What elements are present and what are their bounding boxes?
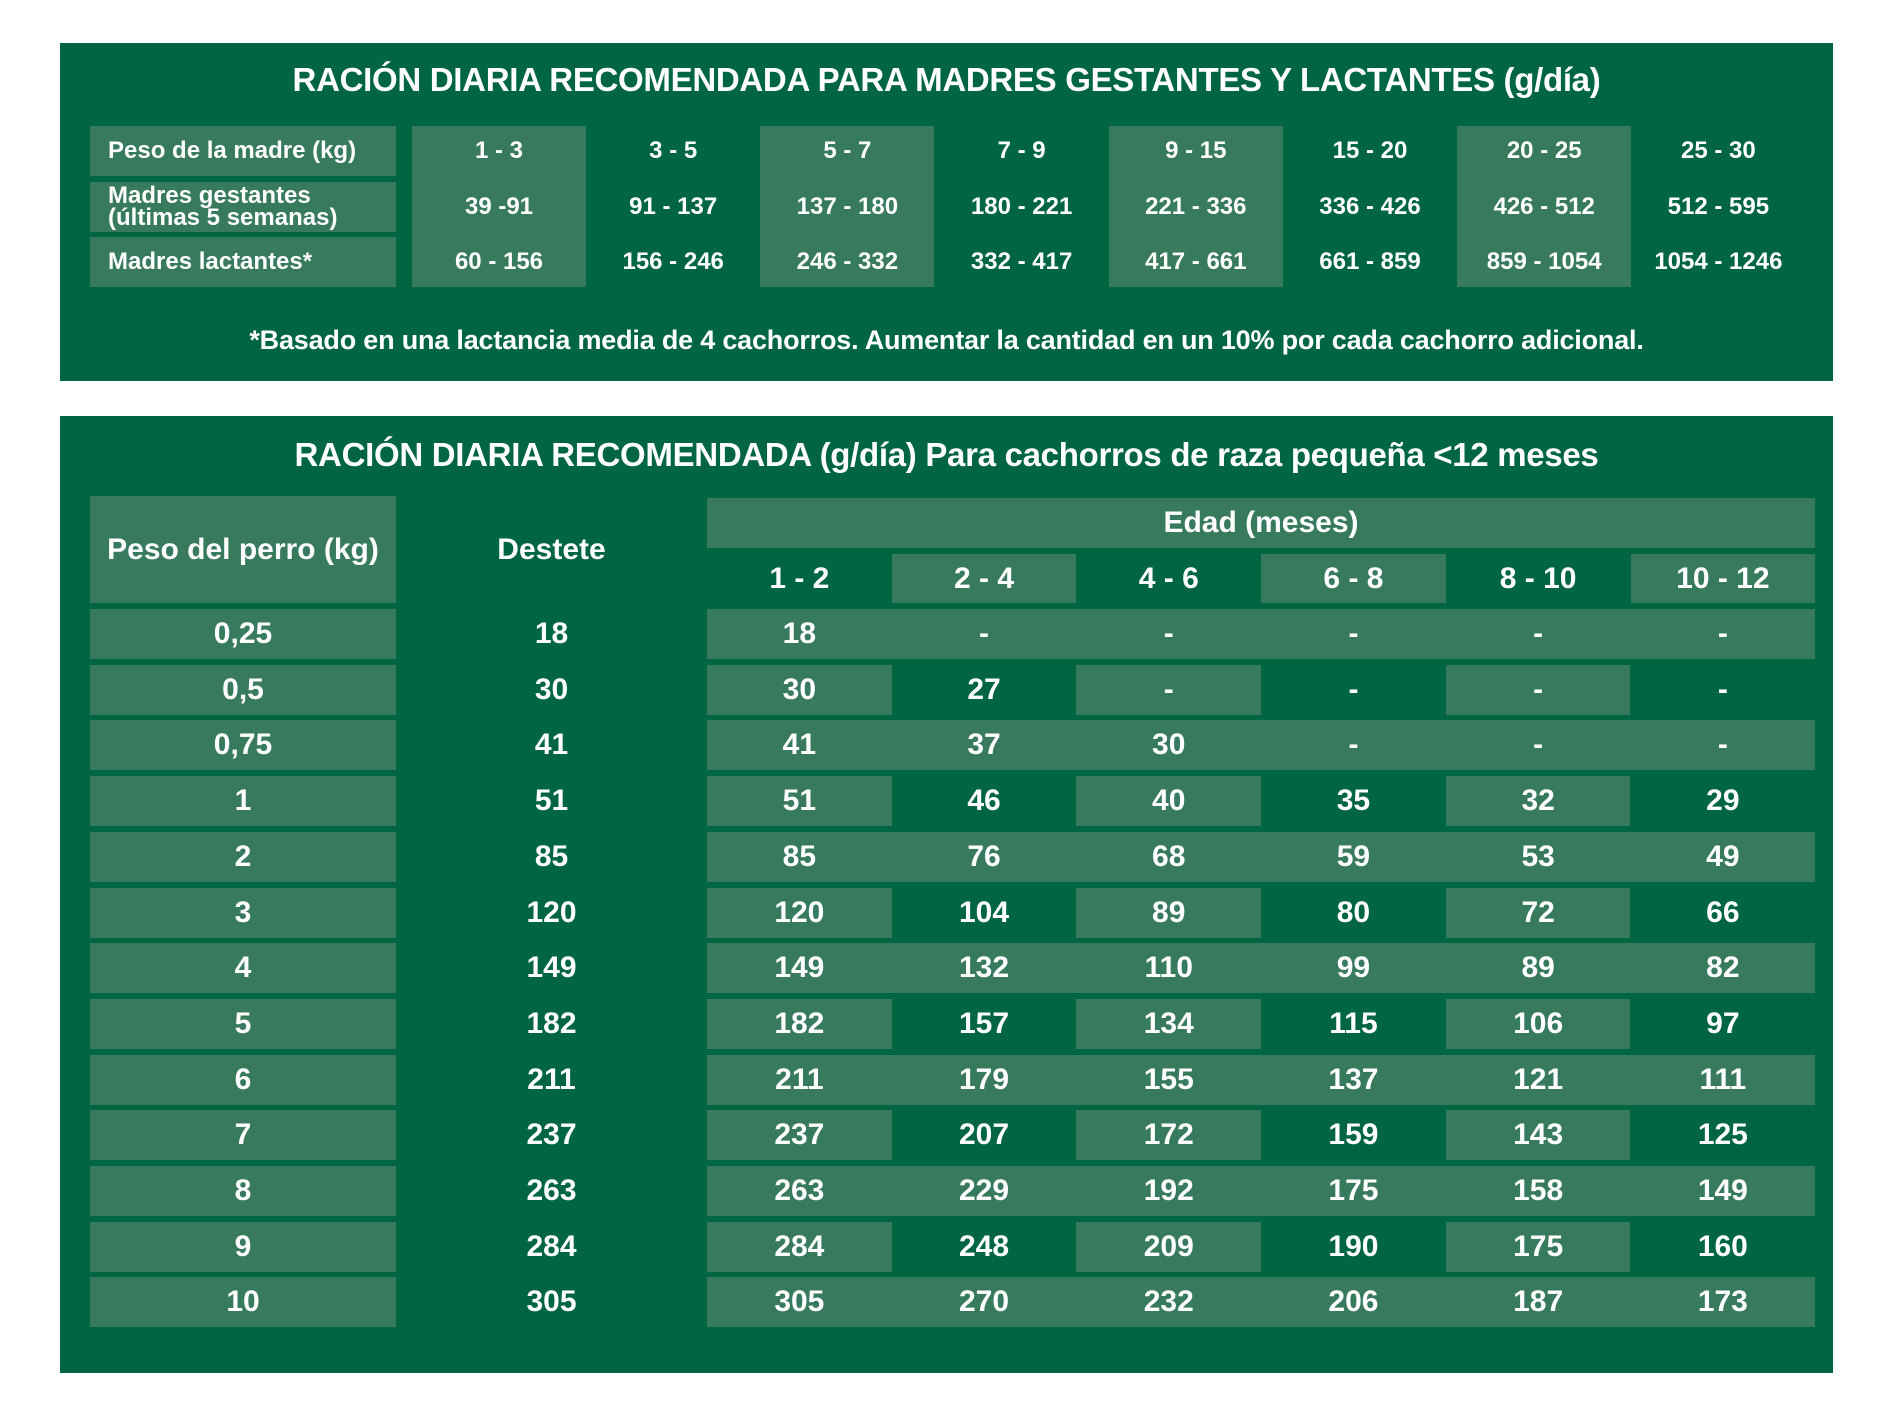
ration-cell: 207 bbox=[959, 1118, 1010, 1152]
ration-cell: 121 bbox=[1513, 1062, 1564, 1096]
ration-cell: - bbox=[1717, 672, 1728, 706]
puppies-ration-panel bbox=[60, 416, 1833, 1373]
ration-cell: 232 bbox=[1143, 1285, 1194, 1319]
ration-cell: - bbox=[1533, 728, 1544, 762]
row-label-lactating: Madres lactantes* bbox=[90, 237, 396, 287]
ration-cell: 211 bbox=[775, 1062, 824, 1096]
weaning-cell: 305 bbox=[526, 1285, 577, 1319]
ration-cell: 89 bbox=[1521, 951, 1555, 985]
ration-cell: - bbox=[1533, 617, 1544, 650]
ration-cell: 97 bbox=[1706, 1006, 1740, 1040]
weight-cell: 4 bbox=[90, 943, 396, 993]
lactating-ration-cell: 417 - 661 bbox=[1145, 248, 1247, 275]
lactating-ration-cell: 661 - 859 bbox=[1319, 248, 1421, 275]
ration-cell: 248 bbox=[959, 1229, 1010, 1263]
ration-cell: 110 bbox=[1144, 951, 1193, 985]
weight-cell: 0,25 bbox=[90, 609, 396, 659]
ration-cell: 143 bbox=[1446, 1110, 1631, 1160]
ration-cell: 104 bbox=[959, 895, 1010, 929]
ration-cell: 263 bbox=[774, 1174, 825, 1207]
ration-cell: - bbox=[1348, 617, 1359, 650]
ration-cell: 132 bbox=[959, 951, 1010, 985]
weaning-cell: 149 bbox=[526, 951, 577, 985]
ration-cell: 30 bbox=[707, 665, 892, 715]
ration-cell: 80 bbox=[1336, 895, 1371, 929]
weight-cell: 5 bbox=[90, 999, 396, 1049]
weight-range-cell: 9 - 15 bbox=[1165, 137, 1227, 164]
ration-cell: 68 bbox=[1152, 839, 1186, 873]
weaning-cell: 263 bbox=[526, 1174, 577, 1207]
weight-range-cell: 20 - 25 bbox=[1506, 137, 1582, 164]
ration-cell: 51 bbox=[707, 776, 892, 826]
ration-cell: 18 bbox=[782, 617, 817, 650]
header-age-column: 8 - 10 bbox=[1499, 561, 1577, 595]
ration-cell: 120 bbox=[707, 888, 892, 938]
header-age-column: 6 - 8 bbox=[1261, 554, 1446, 603]
weight-cell: 6 bbox=[90, 1055, 396, 1105]
ration-cell: 149 bbox=[1697, 1174, 1748, 1207]
ration-cell: 72 bbox=[1446, 888, 1631, 938]
header-age-column: 10 - 12 bbox=[1631, 554, 1816, 603]
header-age: Edad (meses) bbox=[707, 498, 1815, 548]
pregnant-ration-cell: 137 - 180 bbox=[796, 193, 899, 220]
ration-cell: - bbox=[1717, 617, 1728, 650]
ration-cell: - bbox=[1076, 665, 1261, 715]
weight-cell: 8 bbox=[90, 1166, 396, 1216]
ration-cell: 89 bbox=[1076, 888, 1261, 938]
weight-cell: 1 bbox=[90, 776, 396, 826]
weaning-cell: 284 bbox=[526, 1229, 577, 1263]
lactating-ration-cell: 246 - 332 bbox=[796, 248, 899, 275]
mothers-footnote: *Basado en una lactancia media de 4 cachorros. Aumentar la cantidad en un 10% por cada cachorro adicional. bbox=[249, 325, 1644, 355]
ration-cell: - bbox=[1717, 728, 1728, 762]
weight-range-cell: 15 - 20 bbox=[1332, 137, 1408, 164]
ration-cell: 49 bbox=[1706, 839, 1740, 873]
ration-cell: 172 bbox=[1076, 1110, 1261, 1160]
weight-cell: 9 bbox=[90, 1222, 396, 1272]
weaning-cell: 85 bbox=[534, 839, 569, 873]
weight-range-cell: 5 - 7 bbox=[823, 137, 872, 164]
ration-cell: - bbox=[1348, 728, 1359, 762]
ration-cell: 115 bbox=[1329, 1006, 1378, 1040]
weaning-cell: 237 bbox=[526, 1118, 577, 1152]
lactating-ration-cell: 60 - 156 bbox=[454, 248, 544, 275]
ration-cell: 37 bbox=[967, 728, 1001, 762]
weight-range-cell: 25 - 30 bbox=[1681, 137, 1756, 164]
ration-cell: 30 bbox=[1152, 728, 1186, 762]
ration-cell: - bbox=[1446, 665, 1631, 715]
pregnant-ration-cell: 221 - 336 bbox=[1145, 193, 1247, 220]
weight-cell: 0,5 bbox=[90, 665, 396, 715]
weight-range-cell: 3 - 5 bbox=[649, 137, 698, 164]
ration-cell: 76 bbox=[967, 839, 1001, 873]
row-label-weight: Peso de la madre (kg) bbox=[90, 126, 396, 176]
ration-cell: 192 bbox=[1143, 1174, 1194, 1207]
ration-cell: 159 bbox=[1328, 1118, 1379, 1152]
row-label-pregnant-line1: Madres gestantes bbox=[108, 182, 311, 209]
ration-cell: 305 bbox=[774, 1285, 825, 1319]
ration-cell: - bbox=[1348, 672, 1359, 706]
weaning-cell: 51 bbox=[534, 784, 569, 818]
ration-cell: 160 bbox=[1697, 1229, 1748, 1263]
ration-cell: 237 bbox=[707, 1110, 892, 1160]
ration-cell: 41 bbox=[782, 728, 817, 762]
weight-range-cell: 1 - 3 bbox=[474, 137, 524, 164]
pregnant-ration-cell: 39 -91 bbox=[464, 193, 534, 220]
weaning-cell: 211 bbox=[527, 1062, 576, 1096]
weaning-cell: 30 bbox=[534, 672, 569, 706]
ration-cell: 29 bbox=[1706, 784, 1740, 818]
weaning-cell: 18 bbox=[534, 617, 569, 650]
ration-cell: 284 bbox=[707, 1222, 892, 1272]
ration-cell: 137 bbox=[1328, 1062, 1379, 1096]
mothers-ration-panel bbox=[60, 43, 1833, 381]
ration-cell: 59 bbox=[1336, 839, 1371, 873]
header-age-column: 2 - 4 bbox=[892, 554, 1077, 603]
ration-cell: 27 bbox=[967, 672, 1001, 706]
ration-cell: 270 bbox=[959, 1285, 1010, 1319]
ration-cell: 111 bbox=[1699, 1062, 1747, 1096]
lactating-ration-cell: 156 - 246 bbox=[622, 248, 724, 275]
ration-cell: 35 bbox=[1336, 784, 1371, 818]
weight-cell: 3 bbox=[90, 888, 396, 938]
ration-cell: 190 bbox=[1328, 1229, 1379, 1263]
pregnant-ration-cell: 180 - 221 bbox=[970, 193, 1073, 220]
lactating-ration-cell: 332 - 417 bbox=[970, 248, 1073, 275]
weight-cell: 7 bbox=[90, 1110, 396, 1160]
lactating-ration-cell: 1054 - 1246 bbox=[1654, 248, 1783, 275]
ration-cell: 173 bbox=[1697, 1285, 1748, 1319]
ration-cell: - bbox=[979, 617, 990, 650]
weaning-cell: 41 bbox=[534, 728, 569, 762]
pregnant-ration-cell: 512 - 595 bbox=[1667, 193, 1770, 220]
weight-cell: 10 bbox=[90, 1277, 396, 1327]
row-label-pregnant-line2: (últimas 5 semanas) bbox=[108, 204, 338, 231]
weaning-cell: 120 bbox=[526, 895, 577, 929]
ration-cell: 32 bbox=[1446, 776, 1631, 826]
weight-cell: 2 bbox=[90, 832, 396, 882]
ration-cell: 99 bbox=[1336, 951, 1371, 985]
pregnant-ration-cell: 336 - 426 bbox=[1319, 193, 1421, 220]
header-age-column: 4 - 6 bbox=[1138, 561, 1199, 595]
ration-cell: 134 bbox=[1076, 999, 1261, 1049]
header-age-column: 1 - 2 bbox=[769, 561, 830, 595]
lactating-ration-cell: 859 - 1054 bbox=[1486, 248, 1602, 275]
puppies-table-title: RACIÓN DIARIA RECOMENDADA (g/día) Para cachorros de raza pequeña <12 meses bbox=[294, 436, 1599, 473]
ration-cell: 158 bbox=[1513, 1174, 1564, 1207]
weight-range-cell: 7 - 9 bbox=[997, 137, 1046, 164]
ration-cell: 182 bbox=[707, 999, 892, 1049]
ration-cell: 46 bbox=[967, 784, 1001, 818]
weight-cell: 0,75 bbox=[90, 720, 396, 770]
ration-cell: 175 bbox=[1328, 1174, 1379, 1207]
ration-cell: 66 bbox=[1706, 895, 1740, 929]
header-weaning: Destete bbox=[497, 532, 606, 566]
ration-cell: 53 bbox=[1521, 839, 1555, 873]
ration-cell: 155 bbox=[1143, 1062, 1194, 1096]
ration-cell: 40 bbox=[1076, 776, 1261, 826]
weaning-cell: 182 bbox=[526, 1006, 577, 1040]
ration-cell: 229 bbox=[959, 1174, 1010, 1207]
row-label-pregnant bbox=[90, 182, 396, 232]
ration-cell: 175 bbox=[1446, 1222, 1631, 1272]
ration-cell: 209 bbox=[1076, 1222, 1261, 1272]
ration-cell: - bbox=[1163, 617, 1174, 650]
ration-cell: 85 bbox=[782, 839, 817, 873]
ration-cell: 206 bbox=[1328, 1285, 1379, 1319]
mothers-table-title: RACIÓN DIARIA RECOMENDADA PARA MADRES GESTANTES Y LACTANTES (g/día) bbox=[292, 61, 1601, 98]
ration-cell: 179 bbox=[959, 1062, 1010, 1096]
ration-cell: 125 bbox=[1697, 1118, 1748, 1152]
ration-cell: 106 bbox=[1446, 999, 1631, 1049]
pregnant-ration-cell: 426 - 512 bbox=[1493, 193, 1595, 220]
header-weight: Peso del perro (kg) bbox=[90, 496, 396, 603]
pregnant-ration-cell: 91 - 137 bbox=[629, 193, 718, 220]
ration-cell: 187 bbox=[1513, 1285, 1564, 1319]
ration-cell: 149 bbox=[774, 951, 825, 985]
ration-cell: 82 bbox=[1706, 951, 1740, 985]
ration-cell: 157 bbox=[959, 1006, 1010, 1040]
